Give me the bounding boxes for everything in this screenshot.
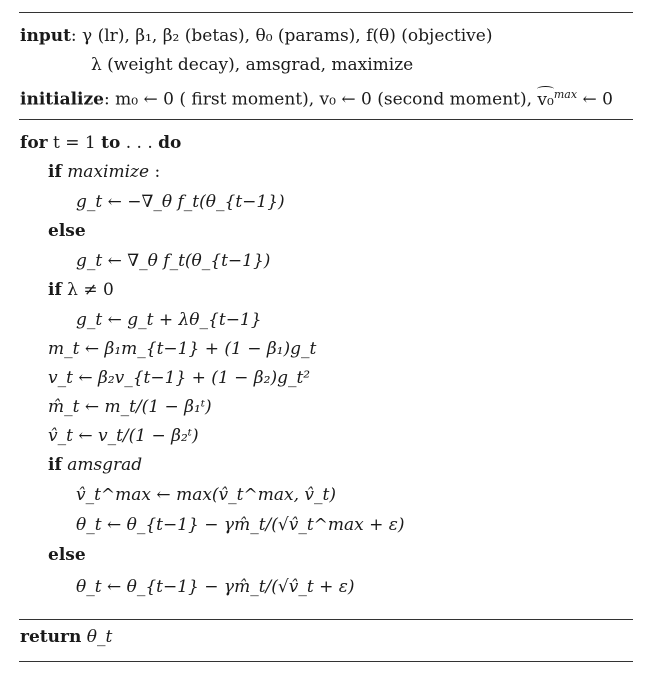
for-keyword: for [20, 133, 48, 153]
do-keyword: do [158, 133, 182, 153]
v0-max-sup: max [553, 88, 578, 101]
input-label: input [20, 26, 71, 46]
if-maximize-line: if maximize : [48, 162, 161, 182]
v-update-line [48, 367, 310, 389]
weight-decay-update: g_t ← g_t + λθ_{t−1} [76, 310, 262, 330]
top-rule [19, 12, 633, 13]
bottom-rule [19, 661, 633, 662]
if-amsgrad-line [48, 454, 142, 476]
else-keyword: else [48, 545, 86, 565]
input-line-2 [91, 54, 413, 76]
input-line [20, 25, 492, 47]
else-keyword: else [48, 221, 86, 241]
initialize-label: initialize [20, 89, 104, 110]
grad-negative-line [76, 191, 285, 213]
mhat-update-line [48, 396, 212, 418]
initialize-tail: ← 0 [577, 89, 613, 110]
theta-standard-line [76, 576, 354, 598]
theta-standard-update: θ_t ← θ_{t−1} − γm̂_t/(√v̂_t + ε) [76, 577, 355, 597]
vhat-update: v̂_t ← v_t/(1 − β₂ᵗ) [48, 426, 199, 446]
initialize-params: : m₀ ← 0 ( first moment), v₀ ← 0 (second moment), [104, 89, 538, 110]
return-keyword: return [20, 627, 82, 647]
return-line [20, 626, 112, 648]
vmax-update: v̂_t^max ← max(v̂_t^max, v̂_t) [76, 485, 336, 505]
else-line-1 [48, 220, 86, 242]
if-keyword: if [48, 280, 62, 300]
vmax-update-line [76, 484, 336, 506]
input-params: : γ (lr), β₁, β₂ (betas), θ₀ (params), f(θ) (objective) [70, 26, 493, 46]
if-keyword: if [48, 162, 62, 182]
theta-amsgrad-line [76, 514, 405, 536]
amsgrad-flag: amsgrad [67, 455, 143, 475]
weight-decay-line [76, 309, 262, 331]
grad-positive: g_t ← ∇_θ f_t(θ_{t−1}) [76, 251, 271, 271]
lambda-condition: λ ≠ 0 [61, 280, 114, 300]
theta-amsgrad-update: θ_t ← θ_{t−1} − γm̂_t/(√v̂_t^max + ε) [76, 515, 405, 535]
return-value: θ_t [81, 627, 113, 647]
header-rule [19, 119, 633, 120]
mhat-update: m̂_t ← m_t/(1 − β₁ᵗ) [48, 397, 212, 417]
footer-rule [19, 619, 633, 620]
input-params-2: λ (weight decay), amsgrad, maximize [91, 55, 414, 75]
for-line [20, 132, 181, 154]
maximize-flag: maximize [67, 162, 150, 182]
vhat-update-line [48, 425, 199, 447]
for-dots: . . . [120, 133, 159, 153]
initialize-line [20, 84, 613, 111]
v-update: v_t ← β₂v_{t−1} + (1 − β₂)g_t² [48, 368, 311, 388]
to-keyword: to [101, 133, 121, 153]
if-keyword: if [48, 455, 62, 475]
grad-positive-line [76, 250, 270, 272]
v0-hat: v₀ [537, 89, 554, 110]
m-update-line [48, 338, 316, 360]
for-range: t = 1 [47, 133, 102, 153]
m-update: m_t ← β₁m_{t−1} + (1 − β₁)g_t [48, 339, 317, 359]
else-line-2 [48, 544, 86, 566]
grad-negative: g_t ← −∇_θ f_t(θ_{t−1}) [76, 192, 285, 212]
if-lambda-line [48, 279, 114, 301]
